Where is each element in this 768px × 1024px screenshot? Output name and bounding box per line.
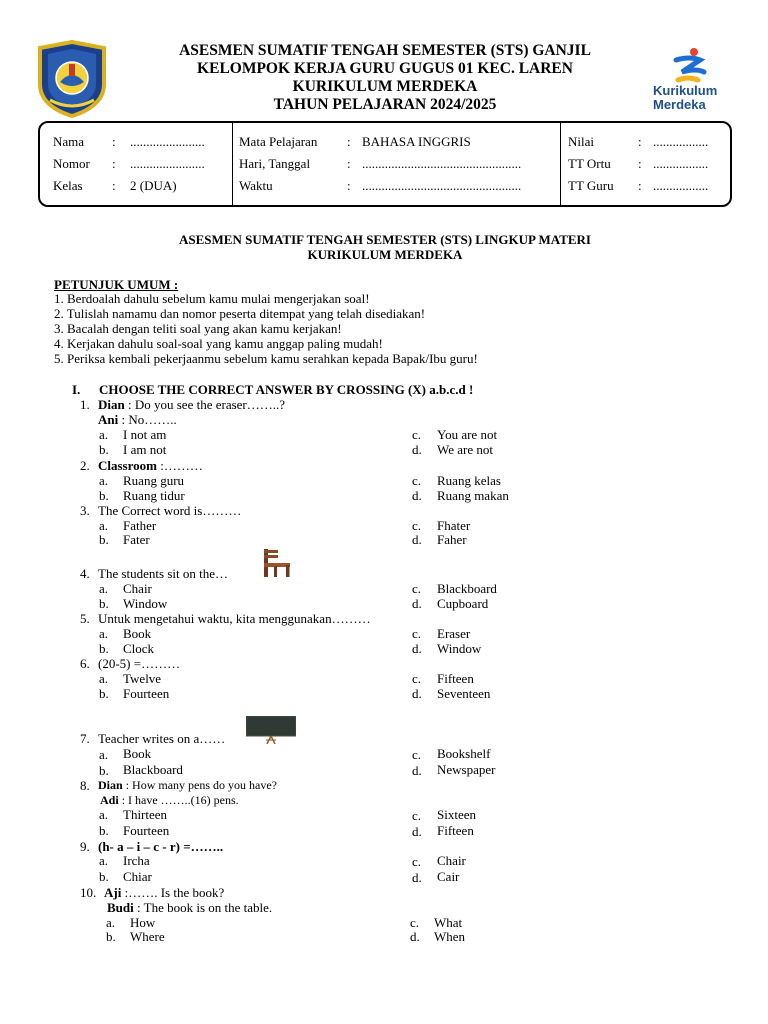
dialogue: :……. Is the book?: [121, 885, 225, 900]
option-key: c.: [412, 854, 422, 869]
option-key: a.: [99, 518, 109, 533]
section-title-line-2: KURIKULUM MERDEKA: [307, 247, 463, 262]
speaker: Ani: [98, 412, 119, 427]
option-a[interactable]: Twelve: [123, 671, 162, 686]
option-b[interactable]: Clock: [123, 641, 155, 656]
option-c[interactable]: Sixteen: [437, 807, 476, 822]
colon: :: [638, 134, 642, 149]
question-text: [98, 458, 203, 473]
waktu-field[interactable]: .................................................: [362, 178, 522, 193]
nama-label: Nama: [53, 134, 85, 149]
question-number: 10.: [80, 885, 97, 900]
option-c[interactable]: You are not: [437, 427, 498, 442]
colon: :: [112, 134, 116, 149]
mata-pelajaran-label: Mata Pelajaran: [239, 134, 318, 149]
option-key: d.: [412, 824, 422, 839]
colon: :: [638, 156, 642, 171]
option-key: b.: [99, 641, 109, 656]
option-d[interactable]: Faher: [437, 532, 467, 547]
option-a[interactable]: How: [130, 915, 156, 930]
option-key: a.: [99, 581, 109, 596]
option-key: d.: [412, 596, 422, 611]
option-key: d.: [412, 532, 422, 547]
school-emblem-logo: [36, 40, 108, 118]
option-c[interactable]: Fhater: [437, 518, 471, 533]
nomor-label: Nomor: [53, 156, 90, 171]
option-key: c.: [412, 671, 422, 686]
option-key: a.: [99, 427, 109, 442]
header-line-3: KURIKULUM MERDEKA: [292, 78, 478, 95]
question-number: 9.: [80, 839, 90, 854]
option-b[interactable]: Blackboard: [123, 762, 183, 777]
instruction-item: 2. Tulislah namamu dan nomor peserta ditempat yang telah disediakan!: [54, 306, 426, 321]
option-d[interactable]: Newspaper: [437, 762, 496, 777]
option-b[interactable]: I am not: [123, 442, 167, 457]
option-b[interactable]: Chiar: [123, 869, 152, 884]
option-b[interactable]: Fourteen: [123, 686, 170, 701]
option-key: b.: [99, 532, 109, 547]
dialogue: : No……..: [118, 412, 177, 427]
instruction-item: 1. Berdoalah dahulu sebelum kamu mulai mengerjakan soal!: [54, 291, 370, 306]
option-key: c.: [412, 581, 422, 596]
option-key: c.: [412, 473, 422, 488]
option-b[interactable]: Window: [123, 596, 168, 611]
dialogue: :………: [156, 458, 203, 473]
option-key: c.: [410, 915, 420, 930]
speaker: Adi: [100, 793, 119, 807]
colon: :: [347, 156, 351, 171]
option-a[interactable]: I not am: [123, 427, 167, 442]
header-line-1: ASESMEN SUMATIF TENGAH SEMESTER (STS) GANJIL: [179, 42, 591, 59]
part-roman-numeral: I.: [72, 382, 81, 397]
waktu-label: Waktu: [239, 178, 273, 193]
question-number: 6.: [80, 656, 90, 671]
option-key: c.: [412, 626, 422, 641]
option-key: b.: [99, 763, 109, 778]
logo-text-line-2: Merdeka: [653, 97, 706, 112]
kurikulum-merdeka-logo: [648, 46, 732, 114]
option-key: a.: [99, 671, 109, 686]
option-c[interactable]: Eraser: [437, 626, 471, 641]
question-number: 2.: [80, 458, 90, 473]
dialogue: : Do you see the eraser……..?: [124, 397, 286, 412]
question-text: (h- a – i – c - r) =……..: [98, 839, 224, 854]
nilai-label: Nilai: [568, 134, 594, 149]
header-line-4: TAHUN PELAJARAN 2024/2025: [273, 96, 497, 113]
option-key: a.: [99, 807, 109, 822]
option-key: c.: [412, 747, 422, 762]
option-key: b.: [106, 929, 116, 944]
option-a[interactable]: Father: [123, 518, 157, 533]
nama-field[interactable]: .......................: [130, 134, 205, 149]
question-subline: [98, 412, 177, 427]
option-key: b.: [99, 823, 109, 838]
question-number: 7.: [80, 731, 90, 746]
option-b[interactable]: Fater: [123, 532, 150, 547]
option-key: a.: [99, 853, 109, 868]
speaker: Dian: [98, 778, 123, 792]
column-divider: [560, 123, 561, 205]
option-d[interactable]: We are not: [437, 442, 493, 457]
colon: :: [112, 178, 116, 193]
question-text: Untuk mengetahui waktu, kita menggunakan………: [98, 611, 371, 626]
option-a[interactable]: Ruang guru: [123, 473, 185, 488]
question-number: 8.: [80, 778, 90, 793]
option-d[interactable]: Window: [437, 641, 482, 656]
question-text: [98, 778, 277, 793]
student-identity-box: [38, 121, 732, 207]
tt-ortu-field[interactable]: .................: [653, 156, 709, 171]
option-d[interactable]: Ruang makan: [437, 488, 509, 503]
question-subline: [100, 793, 239, 808]
option-key: c.: [412, 518, 422, 533]
option-key: d.: [412, 641, 422, 656]
option-d[interactable]: When: [434, 929, 466, 944]
option-key: a.: [99, 626, 109, 641]
option-c[interactable]: Blackboard: [437, 581, 497, 596]
tt-guru-field[interactable]: .................: [653, 178, 709, 193]
option-key: a.: [106, 915, 116, 930]
option-c[interactable]: Chair: [437, 853, 466, 868]
speaker: Budi: [107, 900, 134, 915]
option-key: d.: [412, 442, 422, 457]
speaker: Classroom: [98, 458, 157, 473]
option-d[interactable]: Cupboard: [437, 596, 489, 611]
section-title-line-1: ASESMEN SUMATIF TENGAH SEMESTER (STS) LINGKUP MATERI: [179, 232, 591, 247]
instruction-item: 5. Periksa kembali pekerjaanmu sebelum kamu serahkan kepada Bapak/Ibu guru!: [54, 351, 478, 366]
instruction-item: 4. Kerjakan dahulu soal-soal yang kamu anggap paling mudah!: [54, 336, 383, 351]
option-d[interactable]: Cair: [437, 869, 460, 884]
option-c[interactable]: Ruang kelas: [437, 473, 501, 488]
tt-ortu-label: TT Ortu: [568, 156, 611, 171]
question-text: [104, 885, 224, 900]
question-text: [98, 397, 285, 412]
option-key: d.: [410, 929, 420, 944]
hari-tanggal-field[interactable]: .................................................: [362, 156, 522, 171]
option-key: b.: [99, 869, 109, 884]
option-key: d.: [412, 686, 422, 701]
option-key: d.: [412, 870, 422, 885]
header-line-2: KELOMPOK KERJA GURU GUGUS 01 KEC. LAREN: [197, 60, 573, 77]
option-key: a.: [99, 747, 109, 762]
chair-picture: [261, 548, 293, 578]
instruction-item: 3. Bacalah dengan teliti soal yang akan kamu kerjakan!: [54, 321, 342, 336]
dialogue: : I have ……..(16) pens.: [118, 793, 239, 807]
part-title: CHOOSE THE CORRECT ANSWER BY CROSSING (X) a.b.c.d !: [99, 382, 474, 397]
option-c[interactable]: What: [434, 915, 463, 930]
question-text: The Correct word is………: [98, 503, 242, 518]
tt-guru-label: TT Guru: [568, 178, 614, 193]
question-number: 1.: [80, 397, 90, 412]
nilai-field[interactable]: .................: [653, 134, 709, 149]
option-key: c.: [412, 808, 422, 823]
option-a[interactable]: Ircha: [123, 853, 150, 868]
colon: :: [347, 134, 351, 149]
speaker: Aji: [104, 885, 122, 900]
option-key: d.: [412, 763, 422, 778]
option-key: b.: [99, 442, 109, 457]
option-c[interactable]: Bookshelf: [437, 746, 491, 761]
question-text: The students sit on the…: [98, 566, 228, 581]
dialogue: : The book is on the table.: [133, 900, 273, 915]
instructions-heading: PETUNJUK UMUM :: [54, 277, 179, 292]
kelas-value: 2 (DUA): [130, 178, 177, 193]
option-a[interactable]: Chair: [123, 581, 152, 596]
mata-pelajaran-value: BAHASA INGGRIS: [362, 134, 471, 149]
option-a[interactable]: Book: [123, 746, 152, 761]
option-key: b.: [99, 488, 109, 503]
column-divider: [232, 123, 233, 205]
option-key: b.: [99, 596, 109, 611]
option-d[interactable]: Fifteen: [437, 823, 474, 838]
option-b[interactable]: Ruang tidur: [123, 488, 185, 503]
option-b[interactable]: Fourteen: [123, 823, 170, 838]
option-b[interactable]: Where: [130, 929, 165, 944]
question-text: Teacher writes on a……: [98, 731, 226, 746]
nomor-field[interactable]: .......................: [130, 156, 205, 171]
colon: :: [112, 156, 116, 171]
option-key: a.: [99, 473, 109, 488]
logo-text-line-1: Kurikulum: [653, 83, 718, 98]
colon: :: [347, 178, 351, 193]
question-number: 3.: [80, 503, 90, 518]
question-text: (20-5) =………: [98, 656, 181, 671]
question-subline: [107, 900, 272, 915]
option-a[interactable]: Book: [123, 626, 152, 641]
option-key: c.: [412, 427, 422, 442]
option-d[interactable]: Seventeen: [437, 686, 491, 701]
speaker: Dian: [98, 397, 125, 412]
question-number: 5.: [80, 611, 90, 626]
option-c[interactable]: Fifteen: [437, 671, 474, 686]
option-key: d.: [412, 488, 422, 503]
kelas-label: Kelas: [53, 178, 83, 193]
option-key: b.: [99, 686, 109, 701]
question-number: 4.: [80, 566, 90, 581]
option-a[interactable]: Thirteen: [123, 807, 168, 822]
colon: :: [638, 178, 642, 193]
hari-tanggal-label: Hari, Tanggal: [239, 156, 311, 171]
dialogue: : How many pens do you have?: [122, 778, 277, 792]
blackboard-picture: [246, 716, 296, 744]
